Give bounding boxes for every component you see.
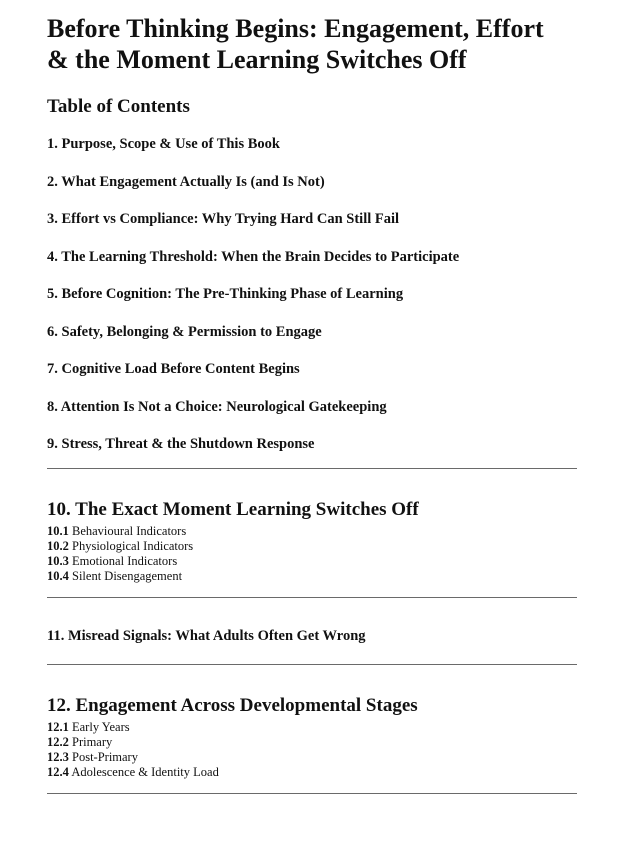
toc-item-1[interactable]: 1. Purpose, Scope & Use of This Book — [47, 136, 280, 152]
book-title — [47, 13, 577, 75]
book-title-line-1: Before Thinking Begins: Engagement, Effort — [47, 14, 544, 43]
section-10 — [47, 469, 577, 597]
subsection-item[interactable] — [47, 524, 577, 539]
subsection-number: 10.3 — [47, 553, 69, 568]
subsection-label: Early Years — [72, 719, 130, 734]
toc-item-2[interactable]: 2. What Engagement Actually Is (and Is Not) — [47, 173, 325, 190]
subsection-item[interactable] — [47, 750, 577, 765]
subsection-label: Post-Primary — [72, 749, 138, 764]
section-10-subsections — [47, 524, 577, 584]
subsection-item[interactable] — [47, 720, 577, 735]
toc-item-4[interactable]: 4. The Learning Threshold: When the Brain Decides to Participate — [47, 248, 460, 265]
subsection-label: Emotional Indicators — [72, 553, 178, 568]
subsection-item[interactable] — [47, 569, 577, 584]
document-page — [47, 0, 577, 794]
subsection-item[interactable] — [47, 539, 577, 554]
toc-item-6[interactable]: 6. Safety, Belonging & Permission to Engage — [47, 323, 322, 340]
section-10-title[interactable]: 10. The Exact Moment Learning Switches Off — [47, 498, 419, 520]
toc-item-3[interactable]: 3. Effort vs Compliance: Why Trying Hard Can Still Fail — [47, 211, 400, 227]
subsection-label: Behavioural Indicators — [72, 523, 187, 538]
toc-list — [47, 126, 577, 464]
subsection-number: 12.1 — [47, 719, 69, 734]
section-11 — [47, 598, 577, 664]
subsection-number: 12.2 — [47, 734, 69, 749]
subsection-item[interactable] — [47, 554, 577, 569]
subsection-label: Silent Disengagement — [72, 568, 183, 583]
toc-item-7[interactable]: 7. Cognitive Load Before Content Begins — [47, 361, 300, 377]
section-12-subsections — [47, 720, 577, 780]
section-divider — [47, 793, 577, 794]
subsection-label: Primary — [72, 734, 113, 749]
subsection-label: Adolescence & Identity Load — [71, 764, 219, 779]
subsection-number: 12.3 — [47, 749, 69, 764]
subsection-number: 10.4 — [47, 568, 69, 583]
toc-item-8[interactable]: 8. Attention Is Not a Choice: Neurological Gatekeeping — [47, 398, 387, 415]
book-title-line-2: & the Moment Learning Switches Off — [47, 45, 467, 74]
subsection-number: 10.1 — [47, 523, 69, 538]
section-12 — [47, 665, 577, 793]
subsection-number: 12.4 — [47, 764, 69, 779]
subsection-number: 10.2 — [47, 538, 69, 553]
subsection-item[interactable] — [47, 765, 577, 780]
section-11-title[interactable]: 11. Misread Signals: What Adults Often Get Wrong — [47, 627, 366, 644]
subsection-label: Physiological Indicators — [72, 538, 194, 553]
toc-heading: Table of Contents — [47, 96, 190, 117]
toc-item-9[interactable]: 9. Stress, Threat & the Shutdown Response — [47, 436, 315, 452]
subsection-item[interactable] — [47, 735, 577, 750]
toc-item-5[interactable]: 5. Before Cognition: The Pre-Thinking Phase of Learning — [47, 286, 404, 302]
section-12-title[interactable]: 12. Engagement Across Developmental Stages — [47, 694, 418, 716]
